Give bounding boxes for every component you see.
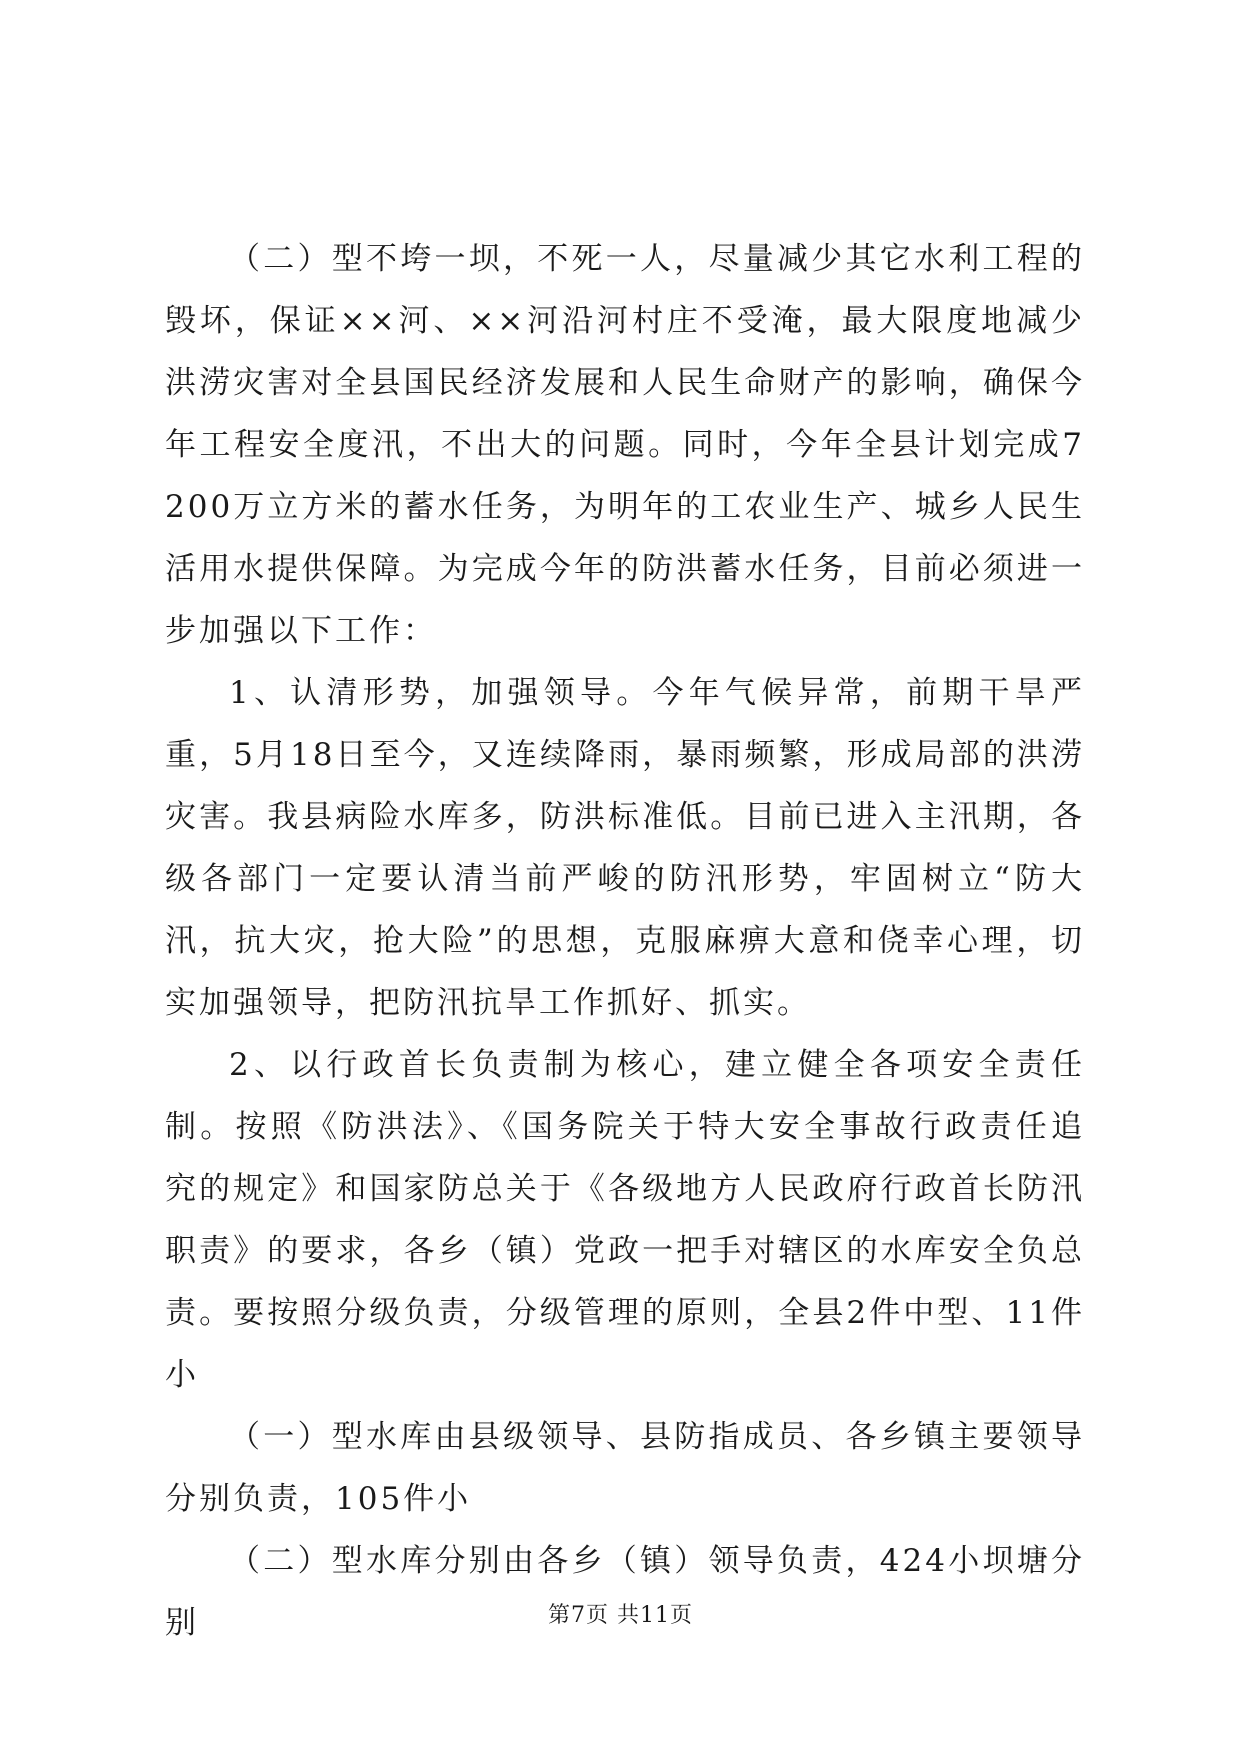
- paragraph-leadership: 1、认清形势，加强领导。今年气候异常，前期干旱严重，5月18日至今，又连续降雨，暴雨频繁，形成局部的洪涝灾害。我县病险水库多，防洪标准低。目前已进入主汛期，各级各部门一定要认清当前严峻的防汛形势，牢固树立“防大汛，抗大灾，抢大险”的思想，克服麻痹大意和侥幸心理，切实加强领导，把防汛抗旱工作抓好、抓实。: [165, 675, 1085, 1021]
- paragraph-small-reservoirs-2: （二）型水库分别由各乡（镇）领导负责，424小坝塘分别: [165, 1543, 1085, 1641]
- paragraph-responsibility-system: 2、以行政首长负责制为核心，建立健全各项安全责任制。按照《防洪法》、《国务院关于特大安全事故行政责任追究的规定》和国家防总关于《各级地方人民政府行政首长防汛职责》的要求，各乡（镇）党政一把手对辖区的水库安全负总责。要按照分级负责，分级管理的原则，全县2件中型、11件小: [165, 1047, 1085, 1393]
- paragraph-small-reservoirs-1: （一）型水库由县级领导、县防指成员、各乡镇主要领导分别负责，105件小: [165, 1419, 1085, 1517]
- document-body: [165, 228, 1085, 1654]
- page-number-footer: 第7页 共11页: [548, 1603, 693, 1628]
- paragraph-flood-targets: （二）型不垮一坝，不死一人，尽量减少其它水利工程的毁坏，保证××河、××河沿河村庄不受淹，最大限度地减少洪涝灾害对全县国民经济发展和人民生命财产的影响，确保今年工程安全度汛，不出大的问题。同时，今年全县计划完成7200万立方米的蓄水任务，为明年的工农业生产、城乡人民生活用水提供保障。为完成今年的防洪蓄水任务，目前必须进一步加强以下工作：: [165, 241, 1085, 649]
